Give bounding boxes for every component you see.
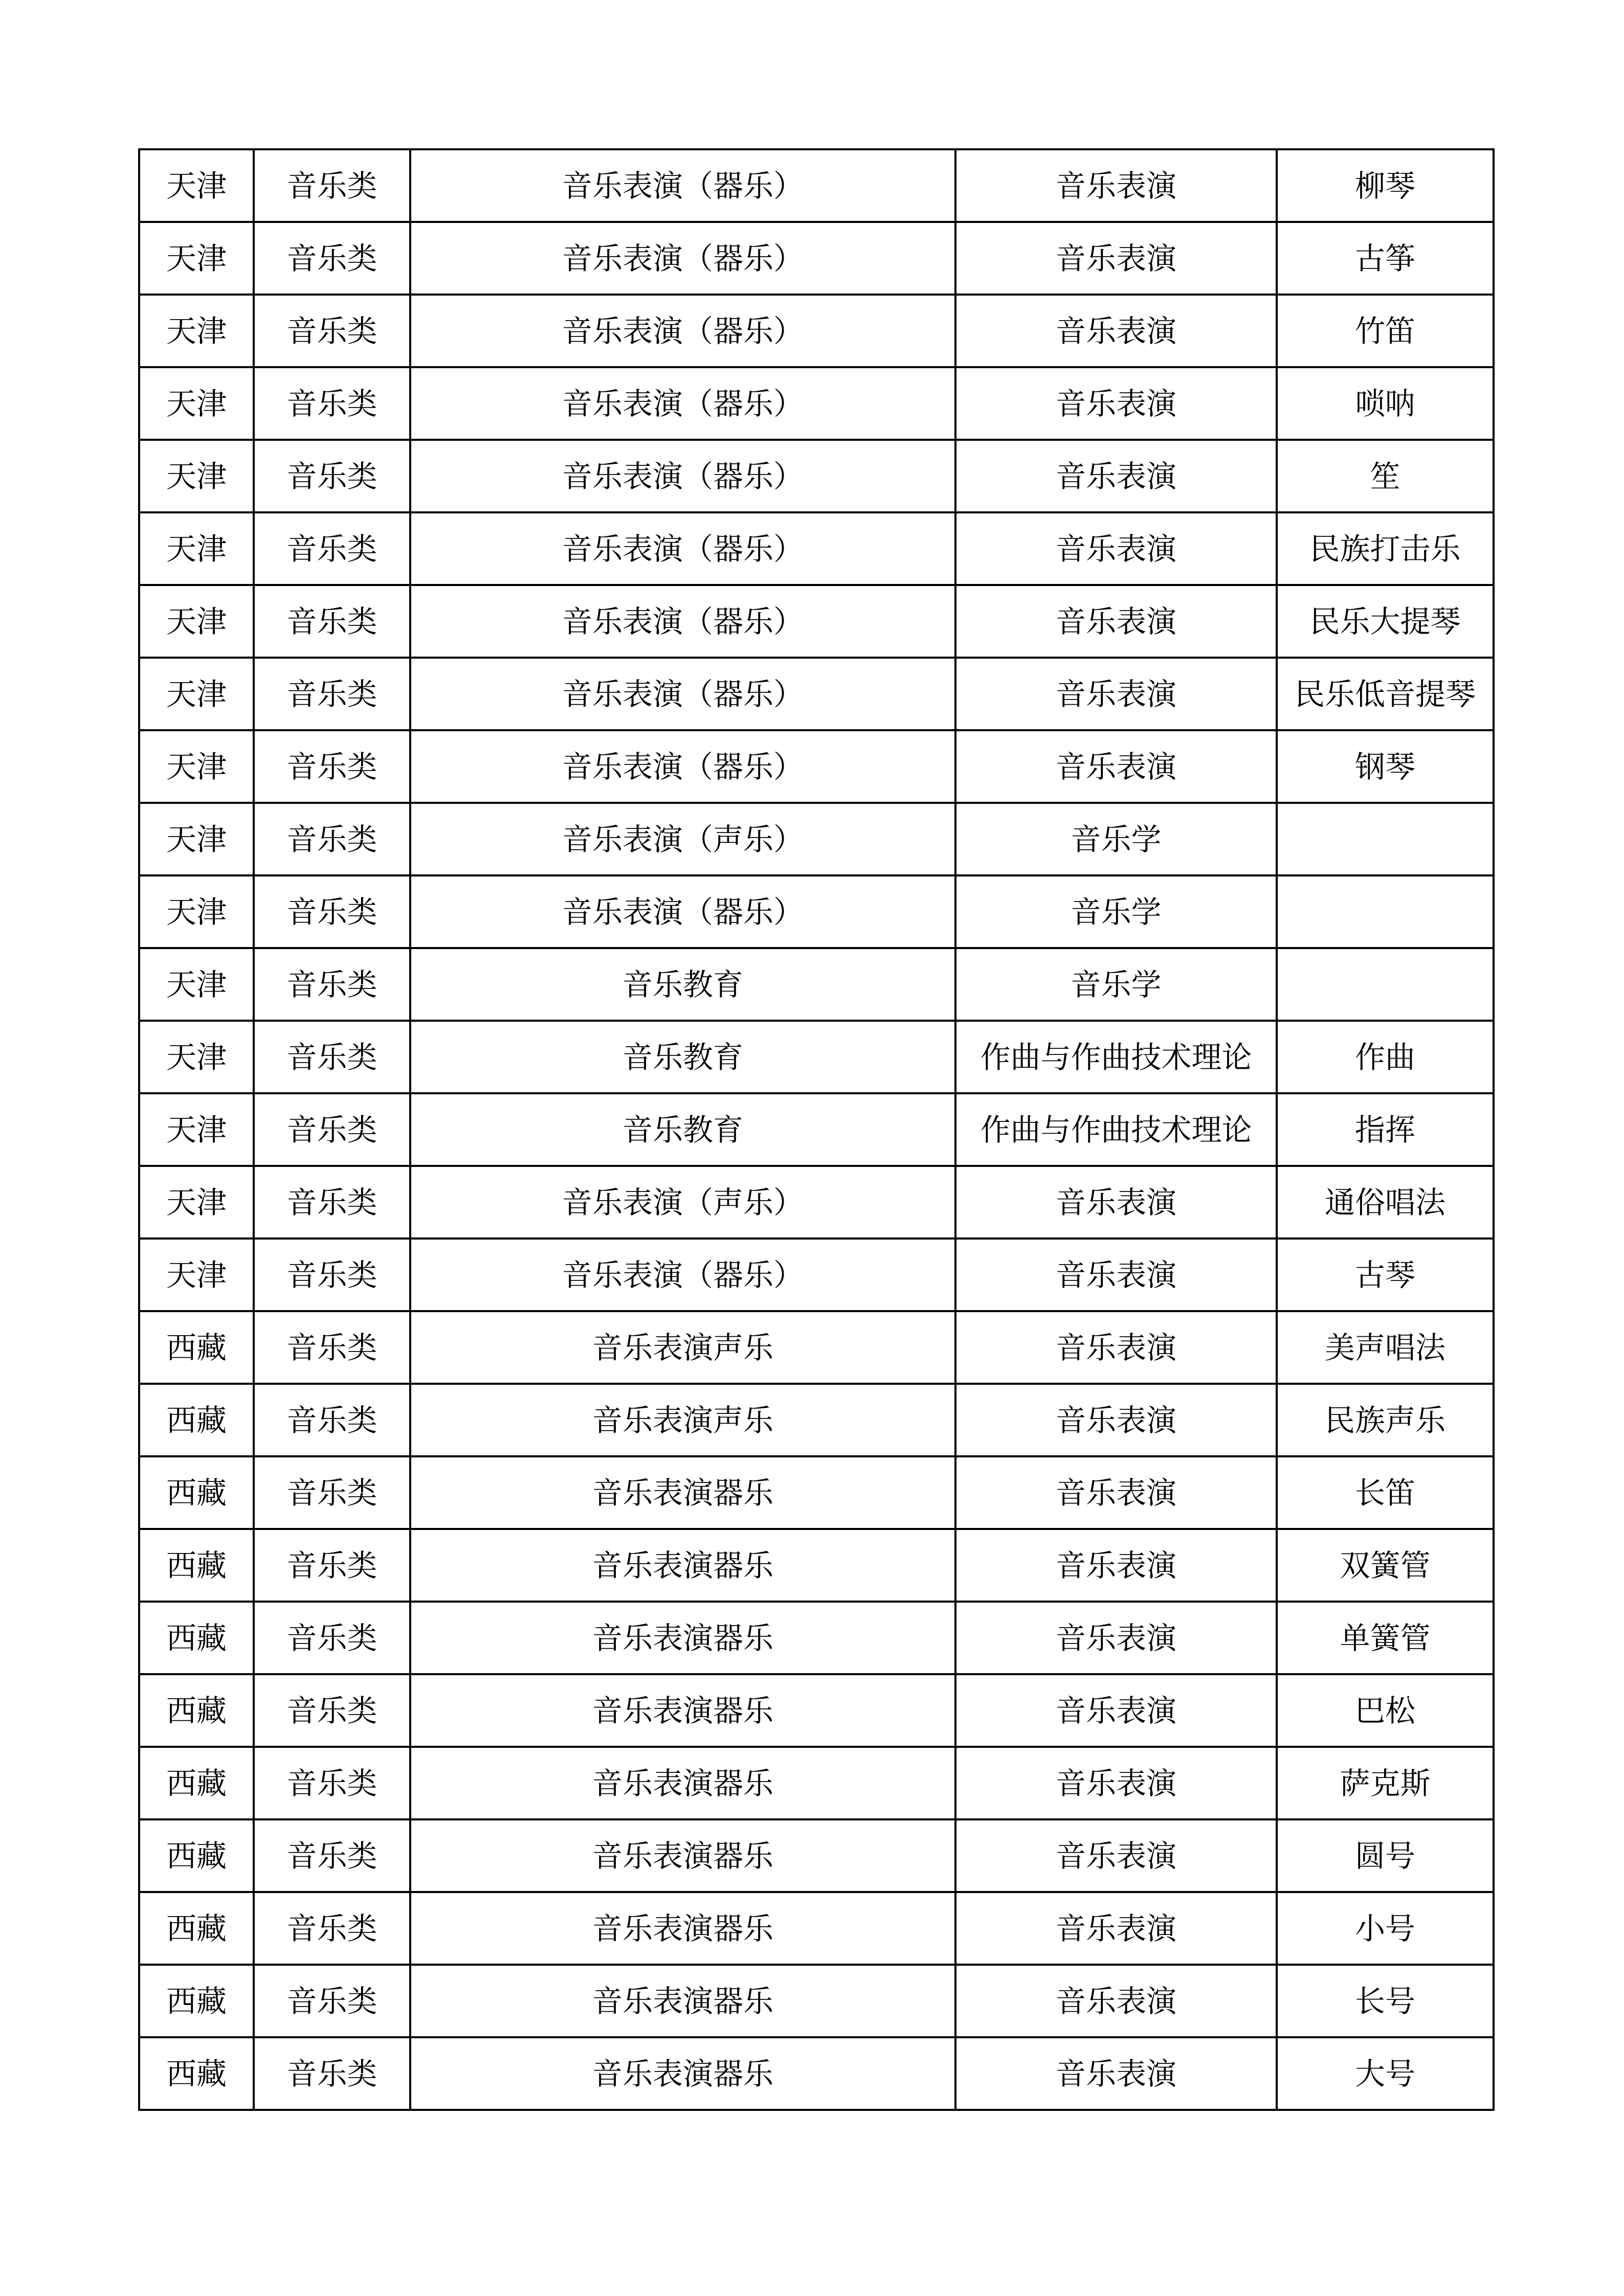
direction-cell: 双簧管 <box>1277 1529 1494 1602</box>
direction-cell: 长笛 <box>1277 1456 1494 1529</box>
major-cell: 音乐表演器乐 <box>410 1747 955 1819</box>
region-cell: 西藏 <box>139 1965 254 2037</box>
discipline-cell: 音乐表演 <box>955 367 1277 440</box>
region-cell: 天津 <box>139 222 254 295</box>
region-cell: 西藏 <box>139 1529 254 1602</box>
region-cell: 天津 <box>139 367 254 440</box>
table-row <box>139 1021 1494 1093</box>
discipline-cell: 音乐表演 <box>955 2037 1277 2110</box>
discipline-cell: 音乐表演 <box>955 1456 1277 1529</box>
table-row <box>139 1456 1494 1529</box>
category-cell: 音乐类 <box>254 2037 410 2110</box>
major-cell: 音乐表演器乐 <box>410 1965 955 2037</box>
discipline-cell: 音乐表演 <box>955 658 1277 730</box>
direction-cell: 钢琴 <box>1277 730 1494 803</box>
table-row <box>139 512 1494 585</box>
major-cell: 音乐表演器乐 <box>410 2037 955 2110</box>
category-cell: 音乐类 <box>254 1747 410 1819</box>
major-cell: 音乐表演（器乐） <box>410 295 955 367</box>
table-row <box>139 295 1494 367</box>
discipline-cell: 音乐表演 <box>955 440 1277 512</box>
discipline-cell: 音乐表演 <box>955 1529 1277 1602</box>
direction-cell: 柳琴 <box>1277 149 1494 222</box>
region-cell: 天津 <box>139 585 254 658</box>
direction-cell: 萨克斯 <box>1277 1747 1494 1819</box>
direction-cell <box>1277 803 1494 875</box>
discipline-cell: 音乐学 <box>955 948 1277 1021</box>
discipline-cell: 音乐表演 <box>955 1674 1277 1747</box>
category-cell: 音乐类 <box>254 1529 410 1602</box>
category-cell: 音乐类 <box>254 1093 410 1166</box>
category-cell: 音乐类 <box>254 1892 410 1965</box>
table-row <box>139 1093 1494 1166</box>
major-cell: 音乐表演器乐 <box>410 1602 955 1674</box>
table-row <box>139 1529 1494 1602</box>
region-cell: 天津 <box>139 295 254 367</box>
major-cell: 音乐表演（器乐） <box>410 1239 955 1311</box>
category-cell: 音乐类 <box>254 730 410 803</box>
major-cell: 音乐表演（器乐） <box>410 149 955 222</box>
discipline-cell: 音乐表演 <box>955 512 1277 585</box>
discipline-cell: 音乐表演 <box>955 1819 1277 1892</box>
category-cell: 音乐类 <box>254 1166 410 1239</box>
table-row <box>139 658 1494 730</box>
category-cell: 音乐类 <box>254 512 410 585</box>
direction-cell: 笙 <box>1277 440 1494 512</box>
category-cell: 音乐类 <box>254 1819 410 1892</box>
direction-cell: 民乐大提琴 <box>1277 585 1494 658</box>
major-cell: 音乐表演器乐 <box>410 1529 955 1602</box>
major-cell: 音乐表演（器乐） <box>410 222 955 295</box>
major-cell: 音乐表演（器乐） <box>410 367 955 440</box>
direction-cell <box>1277 948 1494 1021</box>
region-cell: 天津 <box>139 658 254 730</box>
discipline-cell: 音乐表演 <box>955 1892 1277 1965</box>
major-cell: 音乐表演（器乐） <box>410 512 955 585</box>
discipline-cell: 音乐表演 <box>955 295 1277 367</box>
region-cell: 西藏 <box>139 1819 254 1892</box>
category-cell: 音乐类 <box>254 222 410 295</box>
category-cell: 音乐类 <box>254 1384 410 1456</box>
major-cell: 音乐表演（器乐） <box>410 658 955 730</box>
direction-cell: 巴松 <box>1277 1674 1494 1747</box>
region-cell: 天津 <box>139 875 254 948</box>
discipline-cell: 音乐表演 <box>955 1239 1277 1311</box>
discipline-cell: 音乐表演 <box>955 1602 1277 1674</box>
direction-cell: 指挥 <box>1277 1093 1494 1166</box>
direction-cell: 民乐低音提琴 <box>1277 658 1494 730</box>
category-cell: 音乐类 <box>254 149 410 222</box>
region-cell: 天津 <box>139 440 254 512</box>
region-cell: 西藏 <box>139 1747 254 1819</box>
table-row <box>139 1602 1494 1674</box>
table-row <box>139 1965 1494 2037</box>
table-row <box>139 1239 1494 1311</box>
direction-cell: 单簧管 <box>1277 1602 1494 1674</box>
table-row <box>139 585 1494 658</box>
data-table <box>138 148 1495 2111</box>
region-cell: 天津 <box>139 149 254 222</box>
direction-cell: 古筝 <box>1277 222 1494 295</box>
major-cell: 音乐教育 <box>410 948 955 1021</box>
discipline-cell: 音乐表演 <box>955 222 1277 295</box>
major-cell: 音乐表演（器乐） <box>410 585 955 658</box>
table-row <box>139 1747 1494 1819</box>
category-cell: 音乐类 <box>254 1239 410 1311</box>
table-row <box>139 1311 1494 1384</box>
direction-cell: 作曲 <box>1277 1021 1494 1093</box>
category-cell: 音乐类 <box>254 948 410 1021</box>
direction-cell: 长号 <box>1277 1965 1494 2037</box>
discipline-cell: 音乐表演 <box>955 1166 1277 1239</box>
table-row <box>139 948 1494 1021</box>
direction-cell: 美声唱法 <box>1277 1311 1494 1384</box>
region-cell: 天津 <box>139 948 254 1021</box>
discipline-cell: 音乐表演 <box>955 730 1277 803</box>
table-row <box>139 149 1494 222</box>
table-row <box>139 2037 1494 2110</box>
category-cell: 音乐类 <box>254 875 410 948</box>
discipline-cell: 音乐表演 <box>955 1384 1277 1456</box>
category-cell: 音乐类 <box>254 803 410 875</box>
region-cell: 西藏 <box>139 2037 254 2110</box>
region-cell: 天津 <box>139 512 254 585</box>
major-cell: 音乐表演器乐 <box>410 1456 955 1529</box>
major-cell: 音乐表演器乐 <box>410 1674 955 1747</box>
direction-cell <box>1277 875 1494 948</box>
discipline-cell: 音乐表演 <box>955 585 1277 658</box>
discipline-cell: 作曲与作曲技术理论 <box>955 1021 1277 1093</box>
region-cell: 西藏 <box>139 1311 254 1384</box>
category-cell: 音乐类 <box>254 440 410 512</box>
major-cell: 音乐表演声乐 <box>410 1384 955 1456</box>
category-cell: 音乐类 <box>254 1602 410 1674</box>
table-row <box>139 1674 1494 1747</box>
category-cell: 音乐类 <box>254 1311 410 1384</box>
direction-cell: 民族声乐 <box>1277 1384 1494 1456</box>
region-cell: 西藏 <box>139 1384 254 1456</box>
table-row <box>139 1892 1494 1965</box>
table-row <box>139 222 1494 295</box>
direction-cell: 古琴 <box>1277 1239 1494 1311</box>
category-cell: 音乐类 <box>254 658 410 730</box>
category-cell: 音乐类 <box>254 1674 410 1747</box>
table-row <box>139 440 1494 512</box>
region-cell: 西藏 <box>139 1674 254 1747</box>
category-cell: 音乐类 <box>254 1021 410 1093</box>
direction-cell: 圆号 <box>1277 1819 1494 1892</box>
major-cell: 音乐表演（器乐） <box>410 440 955 512</box>
discipline-cell: 音乐学 <box>955 875 1277 948</box>
direction-cell: 大号 <box>1277 2037 1494 2110</box>
region-cell: 天津 <box>139 1021 254 1093</box>
major-cell: 音乐教育 <box>410 1021 955 1093</box>
major-cell: 音乐表演器乐 <box>410 1892 955 1965</box>
direction-cell: 通俗唱法 <box>1277 1166 1494 1239</box>
region-cell: 西藏 <box>139 1892 254 1965</box>
direction-cell: 小号 <box>1277 1892 1494 1965</box>
region-cell: 西藏 <box>139 1602 254 1674</box>
major-cell: 音乐表演（声乐） <box>410 803 955 875</box>
region-cell: 天津 <box>139 1166 254 1239</box>
table-body <box>139 149 1494 2110</box>
major-cell: 音乐表演（器乐） <box>410 730 955 803</box>
region-cell: 天津 <box>139 730 254 803</box>
table-row <box>139 1166 1494 1239</box>
region-cell: 天津 <box>139 1093 254 1166</box>
direction-cell: 唢呐 <box>1277 367 1494 440</box>
discipline-cell: 音乐表演 <box>955 1311 1277 1384</box>
category-cell: 音乐类 <box>254 1456 410 1529</box>
region-cell: 天津 <box>139 803 254 875</box>
major-cell: 音乐教育 <box>410 1093 955 1166</box>
major-cell: 音乐表演（声乐） <box>410 1166 955 1239</box>
discipline-cell: 音乐学 <box>955 803 1277 875</box>
table-row <box>139 730 1494 803</box>
table-row <box>139 367 1494 440</box>
direction-cell: 民族打击乐 <box>1277 512 1494 585</box>
major-cell: 音乐表演声乐 <box>410 1311 955 1384</box>
major-cell: 音乐表演器乐 <box>410 1819 955 1892</box>
region-cell: 西藏 <box>139 1456 254 1529</box>
discipline-cell: 音乐表演 <box>955 1747 1277 1819</box>
discipline-cell: 音乐表演 <box>955 1965 1277 2037</box>
table-row <box>139 803 1494 875</box>
category-cell: 音乐类 <box>254 367 410 440</box>
category-cell: 音乐类 <box>254 585 410 658</box>
discipline-cell: 作曲与作曲技术理论 <box>955 1093 1277 1166</box>
region-cell: 天津 <box>139 1239 254 1311</box>
table-row <box>139 875 1494 948</box>
direction-cell: 竹笛 <box>1277 295 1494 367</box>
table-row <box>139 1384 1494 1456</box>
category-cell: 音乐类 <box>254 295 410 367</box>
discipline-cell: 音乐表演 <box>955 149 1277 222</box>
category-cell: 音乐类 <box>254 1965 410 2037</box>
major-cell: 音乐表演（器乐） <box>410 875 955 948</box>
table-row <box>139 1819 1494 1892</box>
